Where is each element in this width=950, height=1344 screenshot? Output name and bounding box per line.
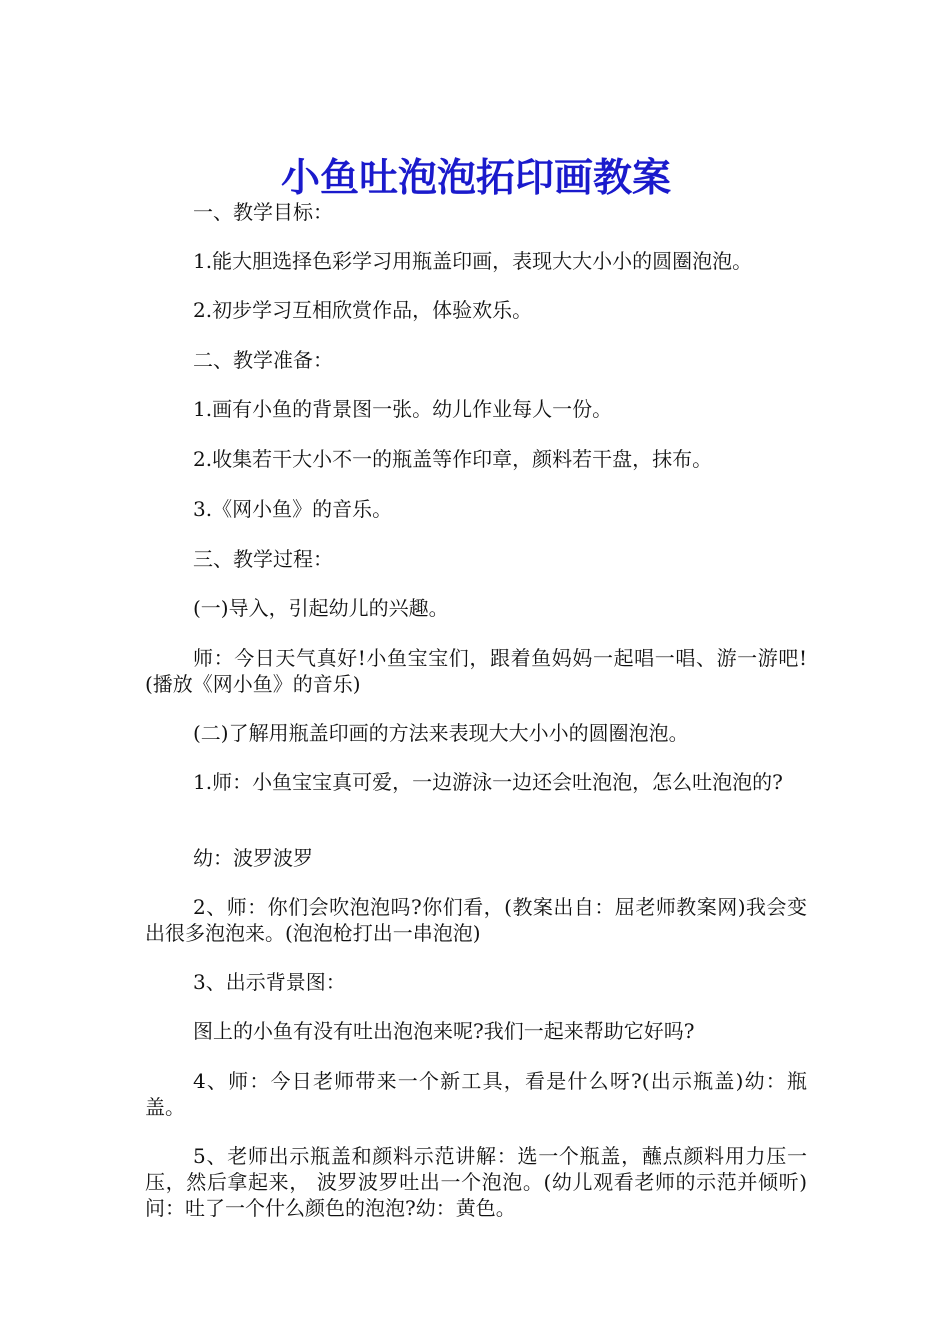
paragraph: 4、师：今日老师带来一个新工具，看是什么呀?(出示瓶盖)幼：瓶盖。 xyxy=(145,1069,807,1119)
paragraph: 1.能大胆选择色彩学习用瓶盖印画，表现大大小小的圆圈泡泡。 xyxy=(193,249,753,273)
section-heading-goals: 一、教学目标： xyxy=(193,200,333,224)
section-heading-preparation: 二、教学准备： xyxy=(193,348,333,372)
section-heading-process: 三、教学过程： xyxy=(193,547,333,571)
paragraph: 1.师：小鱼宝宝真可爱，一边游泳一边还会吐泡泡，怎么吐泡泡的? xyxy=(193,770,783,794)
paragraph: 5、老师出示瓶盖和颜料示范讲解：选一个瓶盖，蘸点颜料用力压一压，然后拿起来， 波罗波罗吐出一个泡泡。(幼儿观看老师的示范并倾听)问：吐了一个什么颜色的泡泡?幼：黄色。 xyxy=(145,1144,807,1220)
paragraph: (一)导入，引起幼儿的兴趣。 xyxy=(193,596,449,620)
paragraph: 2、师：你们会吹泡泡吗?你们看，(教案出自：屈老师教案网)我会变出很多泡泡来。(泡泡枪打出一串泡泡) xyxy=(145,895,807,945)
paragraph: 2.收集若干大小不一的瓶盖等作印章，颜料若干盘，抹布。 xyxy=(193,447,713,471)
paragraph: 1.画有小鱼的背景图一张。幼儿作业每人一份。 xyxy=(193,397,613,421)
paragraph: 2.初步学习互相欣赏作品，体验欢乐。 xyxy=(193,298,533,322)
paragraph: 图上的小鱼有没有吐出泡泡来呢?我们一起来帮助它好吗? xyxy=(193,1019,695,1043)
paragraph: 3.《网小鱼》的音乐。 xyxy=(193,497,393,521)
paragraph: 师：今日天气真好!小鱼宝宝们，跟着鱼妈妈一起唱一唱、游一游吧!(播放《网小鱼》的音乐) xyxy=(145,646,807,696)
paragraph: (二)了解用瓶盖印画的方法来表现大大小小的圆圈泡泡。 xyxy=(193,721,689,745)
document-title: 小鱼吐泡泡拓印画教案 xyxy=(280,155,671,202)
paragraph: 3、出示背景图： xyxy=(193,970,346,994)
paragraph: 幼：波罗波罗 xyxy=(193,846,313,870)
